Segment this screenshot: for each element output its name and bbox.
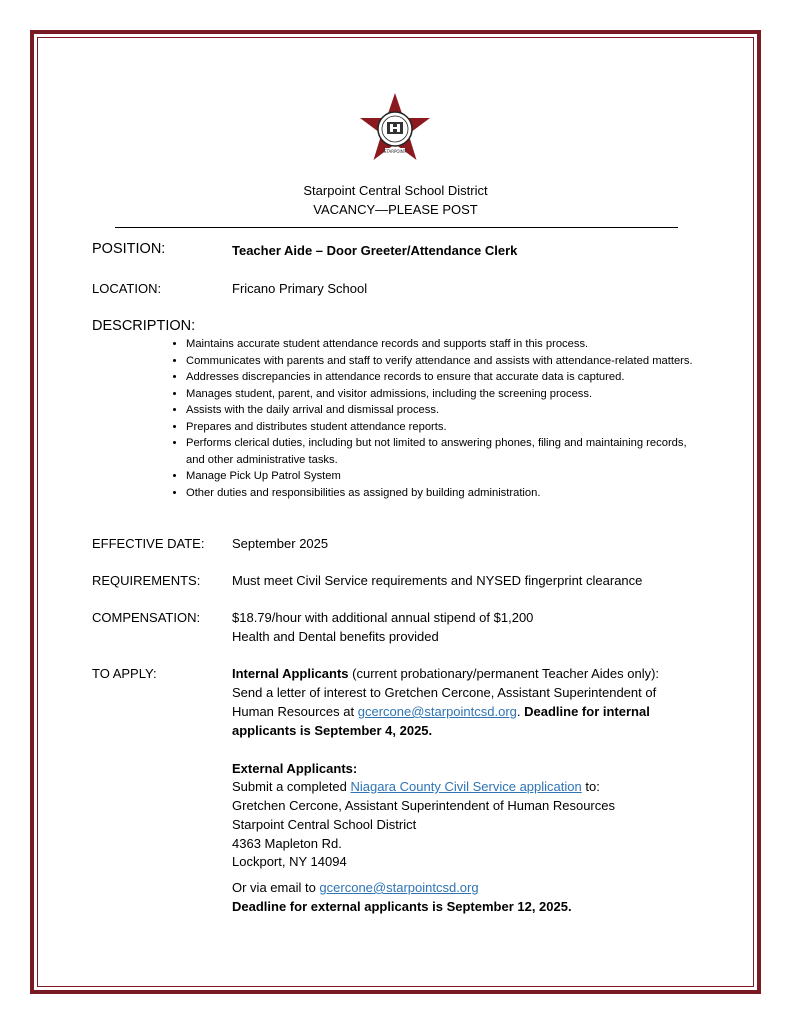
effective-date-value: September 2025 [232, 536, 329, 551]
address-line-2: Starpoint Central School District [232, 817, 417, 832]
list-item: • Prepares and distributes student attendance reports. [186, 419, 706, 436]
list-item: • Communicates with parents and staff to verify attendance and assists with attendance-related matters. [186, 353, 706, 370]
internal-email-link[interactable]: gcercone@starpointcsd.org [357, 704, 517, 719]
compensation-line1: $18.79/hour with additional annual stipend of $1,200 [232, 610, 534, 625]
address-line-4: Lockport, NY 14094 [232, 854, 347, 869]
effective-date-label: EFFECTIVE DATE: [92, 536, 205, 551]
page-border-inner [37, 37, 754, 987]
requirements-value: Must meet Civil Service requirements and NYSED fingerprint clearance [232, 573, 643, 588]
compensation-label: COMPENSATION: [92, 610, 201, 625]
district-logo [358, 93, 432, 163]
internal-deadline: applicants is September 4, 2025. [232, 723, 433, 738]
external-email-line: Or via email to gcercone@starpointcsd.org [232, 880, 479, 895]
description-label: DESCRIPTION: [92, 318, 196, 334]
external-deadline: Deadline for external applicants is September 12, 2025. [232, 899, 572, 914]
position-label: POSITION: [92, 241, 166, 257]
vacancy-subtitle: VACANCY—PLEASE POST [313, 202, 478, 217]
address-line-3: 4363 Mapleton Rd. [232, 836, 342, 851]
list-item: • Maintains accurate student attendance records and supports staff in this process. [186, 336, 706, 353]
logo-text: STARPOINT [383, 149, 407, 154]
internal-line2: Send a letter of interest to Gretchen Cercone, Assistant Superintendent of [232, 685, 657, 700]
list-item: • Addresses discrepancies in attendance records to ensure that accurate data is captured. [186, 369, 706, 386]
location-label: LOCATION: [92, 281, 162, 296]
list-item: • Assists with the daily arrival and dismissal process. [186, 402, 706, 419]
external-email-link[interactable]: gcercone@starpointcsd.org [319, 880, 479, 895]
external-heading: External Applicants: [232, 761, 358, 776]
list-item: • Manage Pick Up Patrol System [186, 468, 706, 485]
external-submit-line: Submit a completed Niagara County Civil Service application to: [232, 779, 600, 794]
location-value: Fricano Primary School [232, 281, 368, 296]
requirements-label: REQUIREMENTS: [92, 573, 201, 588]
compensation-line2: Health and Dental benefits provided [232, 629, 439, 644]
header-divider [115, 227, 678, 228]
position-value: Teacher Aide – Door Greeter/Attendance Clerk [232, 243, 518, 258]
list-item: • Manages student, parent, and visitor admissions, including the screening process. [186, 386, 706, 403]
internal-heading-line: Internal Applicants (current probationary/permanent Teacher Aides only): [232, 666, 660, 681]
description-list [150, 336, 706, 501]
list-item: • Performs clerical duties, including but not limited to answering phones, filing and maintaining records, and other administrative tasks. [186, 435, 706, 468]
address-line-1: Gretchen Cercone, Assistant Superintendent of Human Resources [232, 798, 615, 813]
district-name: Starpoint Central School District [303, 183, 488, 198]
internal-line3: Human Resources at gcercone@starpointcsd.org. Deadline for internal [232, 704, 650, 719]
list-item: • Other duties and responsibilities as assigned by building administration. [186, 485, 706, 502]
civil-service-application-link[interactable]: Niagara County Civil Service application [350, 779, 582, 794]
apply-label: TO APPLY: [92, 666, 157, 681]
